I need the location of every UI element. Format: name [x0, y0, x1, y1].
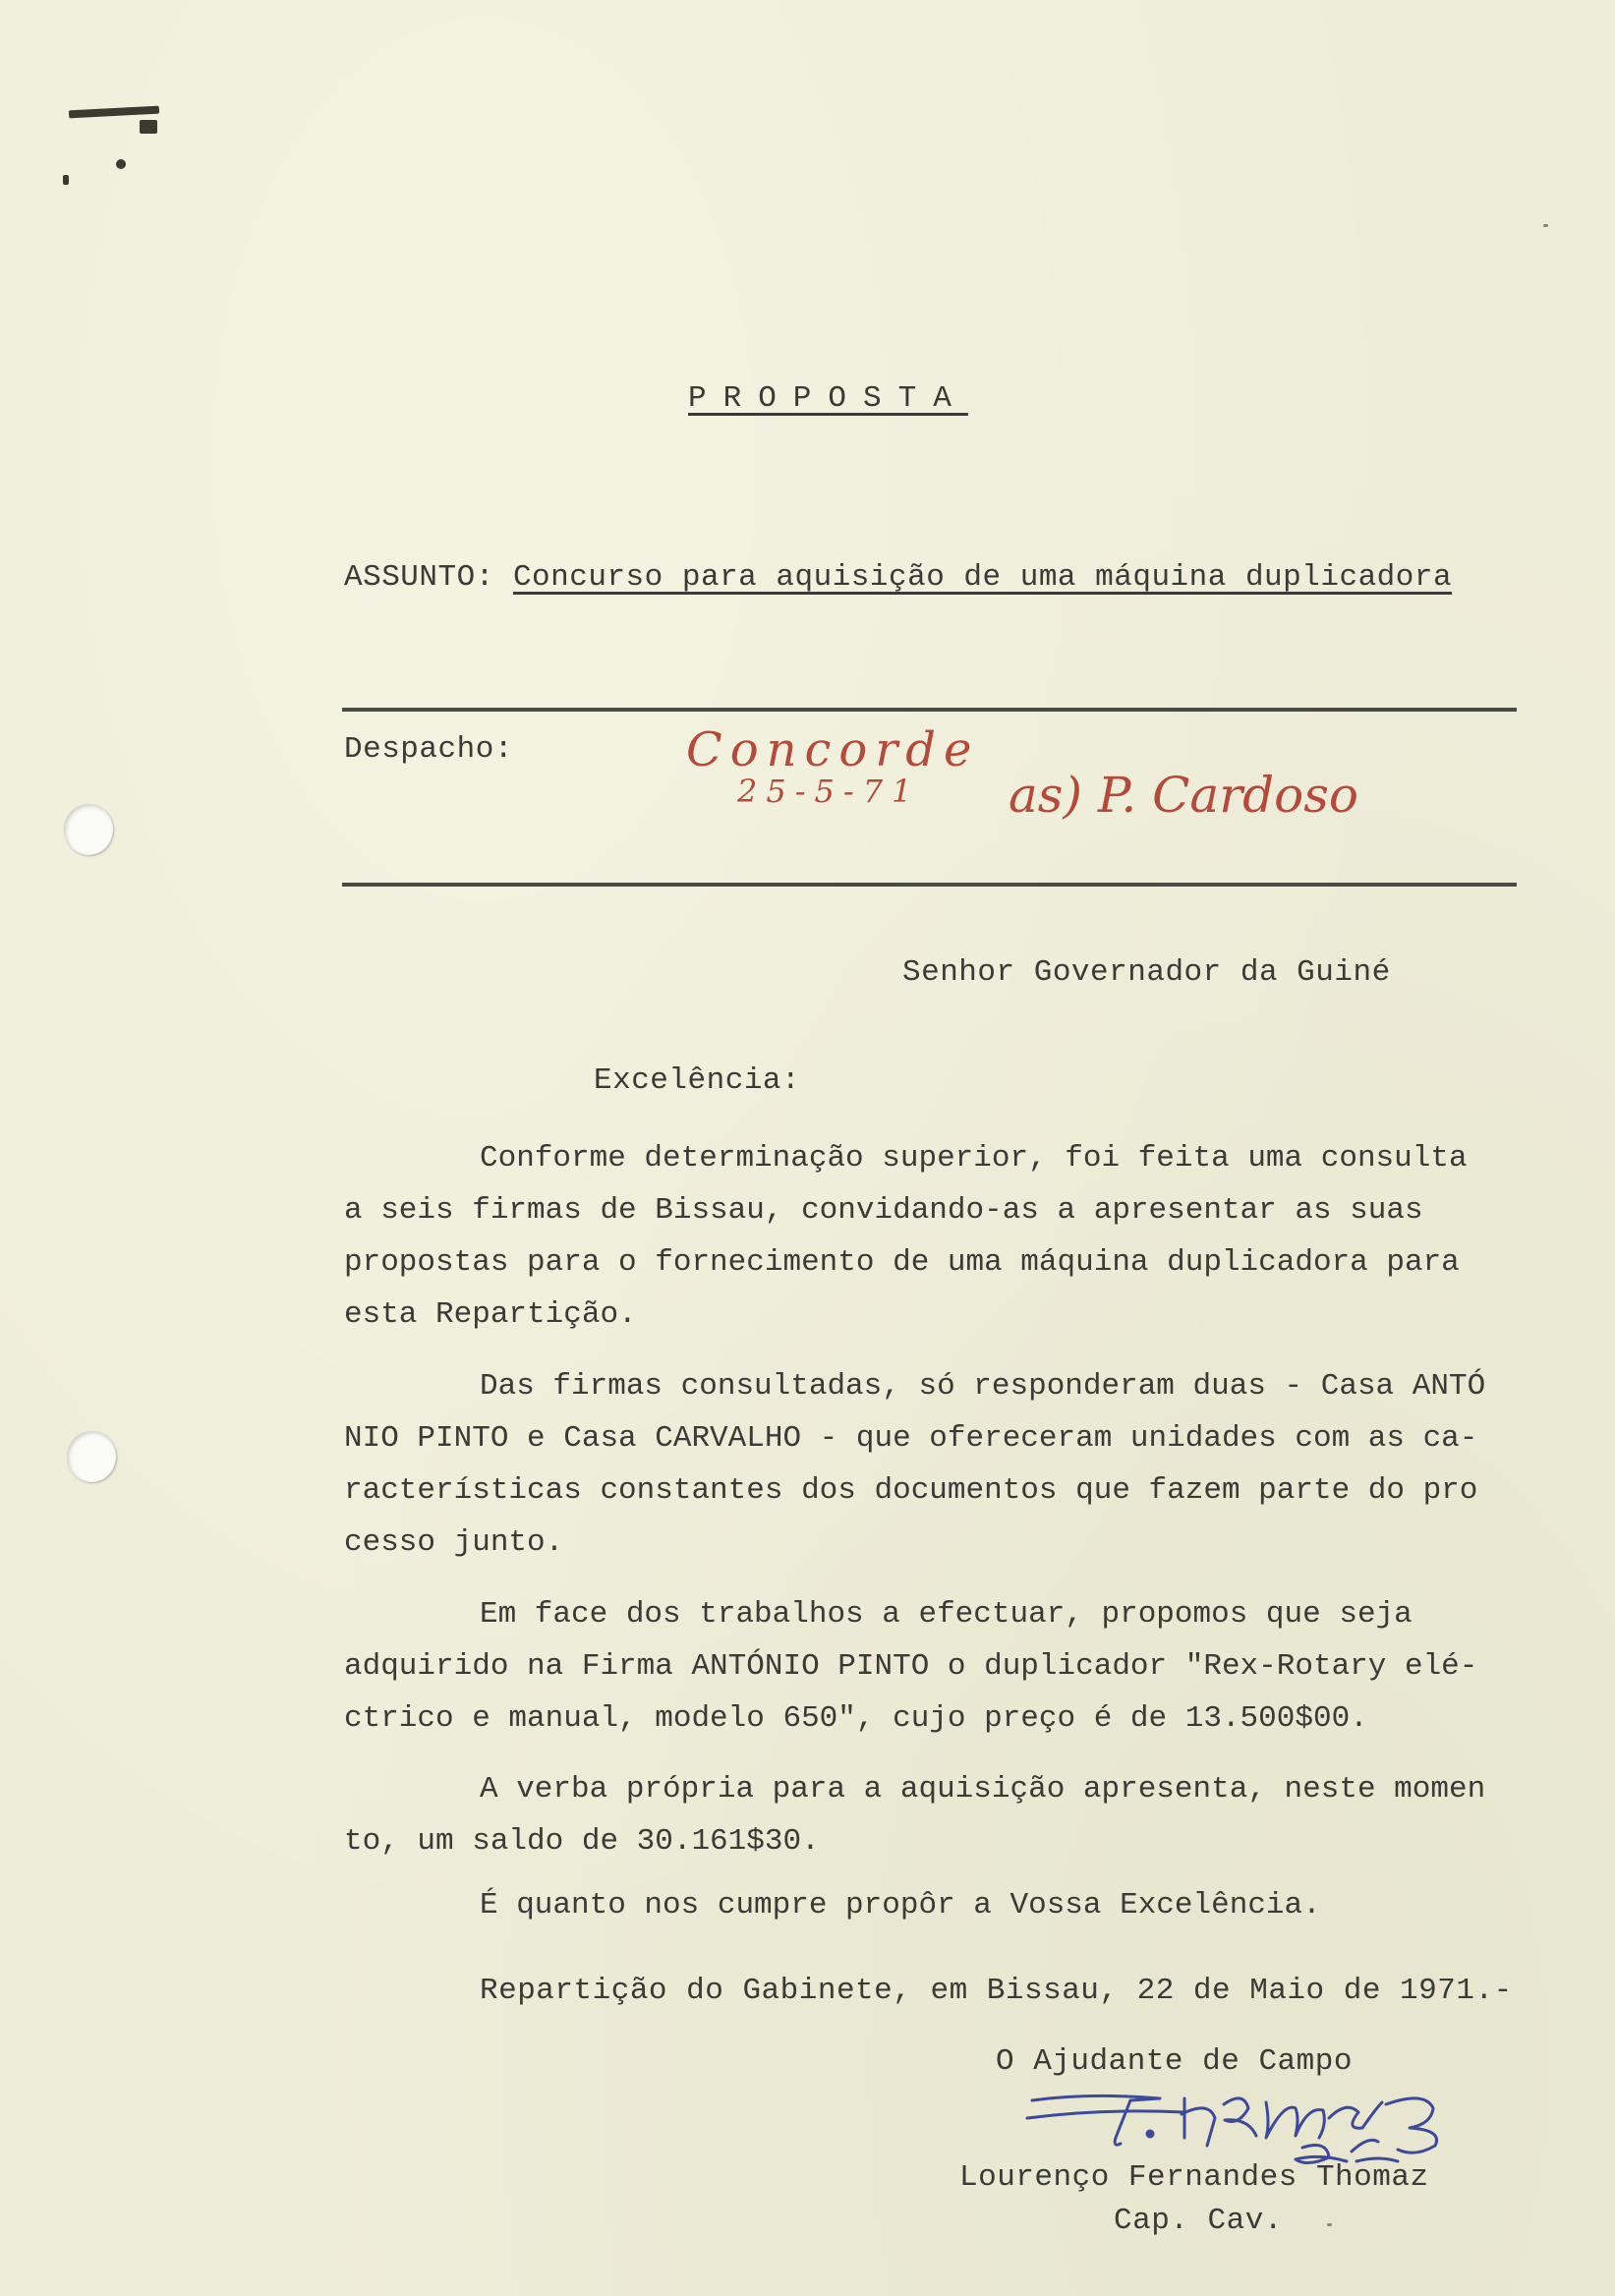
text-line: propostas para o fornecimento de uma máquina duplicadora para: [344, 1245, 1460, 1280]
signer-rank: Cap. Cav.: [1114, 2204, 1283, 2238]
text-line: esta Repartição.: [344, 1297, 637, 1332]
paper-speck: [1327, 2223, 1332, 2226]
text-line: Conforme determinação superior, foi feita uma consulta: [480, 1141, 1468, 1176]
paragraph-1: [344, 1132, 1524, 1341]
subject-label: ASSUNTO:: [344, 560, 494, 595]
signer-name: Lourenço Fernandes Thomaz: [959, 2160, 1429, 2195]
text-line: racterísticas constantes dos documentos que fazem parte do pro: [344, 1473, 1478, 1508]
paper-speck: [1543, 224, 1548, 227]
text-line: a seis firmas de Bissau, convidando-as a apresentar as suas: [344, 1193, 1423, 1228]
despacho-handwritten-word: Concorde: [686, 722, 980, 777]
paragraph-2: [344, 1360, 1524, 1569]
staple-mark: [63, 175, 69, 185]
paragraph-5: [344, 1879, 1524, 1931]
closing-place-date: Repartição do Gabinete, em Bissau, 22 de Maio de 1971.-: [480, 1974, 1513, 2008]
staple-mark: [69, 106, 159, 119]
despacho-handwritten-signature: as) P. Cardoso: [1009, 767, 1359, 824]
text-line: cesso junto.: [344, 1525, 564, 1560]
text-line: NIO PINTO e Casa CARVALHO - que ofereceram unidades com as ca-: [344, 1421, 1478, 1456]
closing-title: O Ajudante de Campo: [996, 2044, 1353, 2079]
divider-bottom: [342, 883, 1517, 887]
document-title: PROPOSTA: [688, 381, 968, 416]
paragraph-4: [344, 1763, 1524, 1867]
staple-mark: [140, 120, 157, 134]
text-line: É quanto nos cumpre propôr a Vossa Excelência.: [480, 1888, 1321, 1923]
text-line: Em face dos trabalhos a efectuar, propomos que seja: [480, 1597, 1413, 1632]
text-line: A verba própria para a aquisição apresenta, neste momen: [480, 1772, 1486, 1807]
subject-row: [344, 560, 1452, 595]
subject-value: Concurso para aquisição de uma máquina duplicadora: [512, 560, 1453, 595]
salutation: Excelência:: [594, 1063, 801, 1098]
despacho-handwritten-date: 25-5-71: [737, 773, 921, 810]
divider-top: [342, 708, 1517, 712]
text-line: ctrico e manual, modelo 650", cujo preço é de 13.500$00.: [344, 1701, 1368, 1736]
punch-hole: [67, 1431, 116, 1482]
punch-hole: [64, 804, 113, 855]
addressee: Senhor Governador da Guiné: [902, 955, 1391, 990]
staple-mark: [116, 159, 126, 169]
despacho-label: Despacho:: [344, 732, 513, 767]
text-line: Das firmas consultadas, só responderam duas - Casa ANTÓ: [480, 1369, 1486, 1404]
text-line: adquirido na Firma ANTÓNIO PINTO o duplicador "Rex-Rotary elé-: [344, 1649, 1478, 1684]
text-line: to, um saldo de 30.161$30.: [344, 1824, 820, 1859]
paragraph-3: [344, 1588, 1524, 1745]
